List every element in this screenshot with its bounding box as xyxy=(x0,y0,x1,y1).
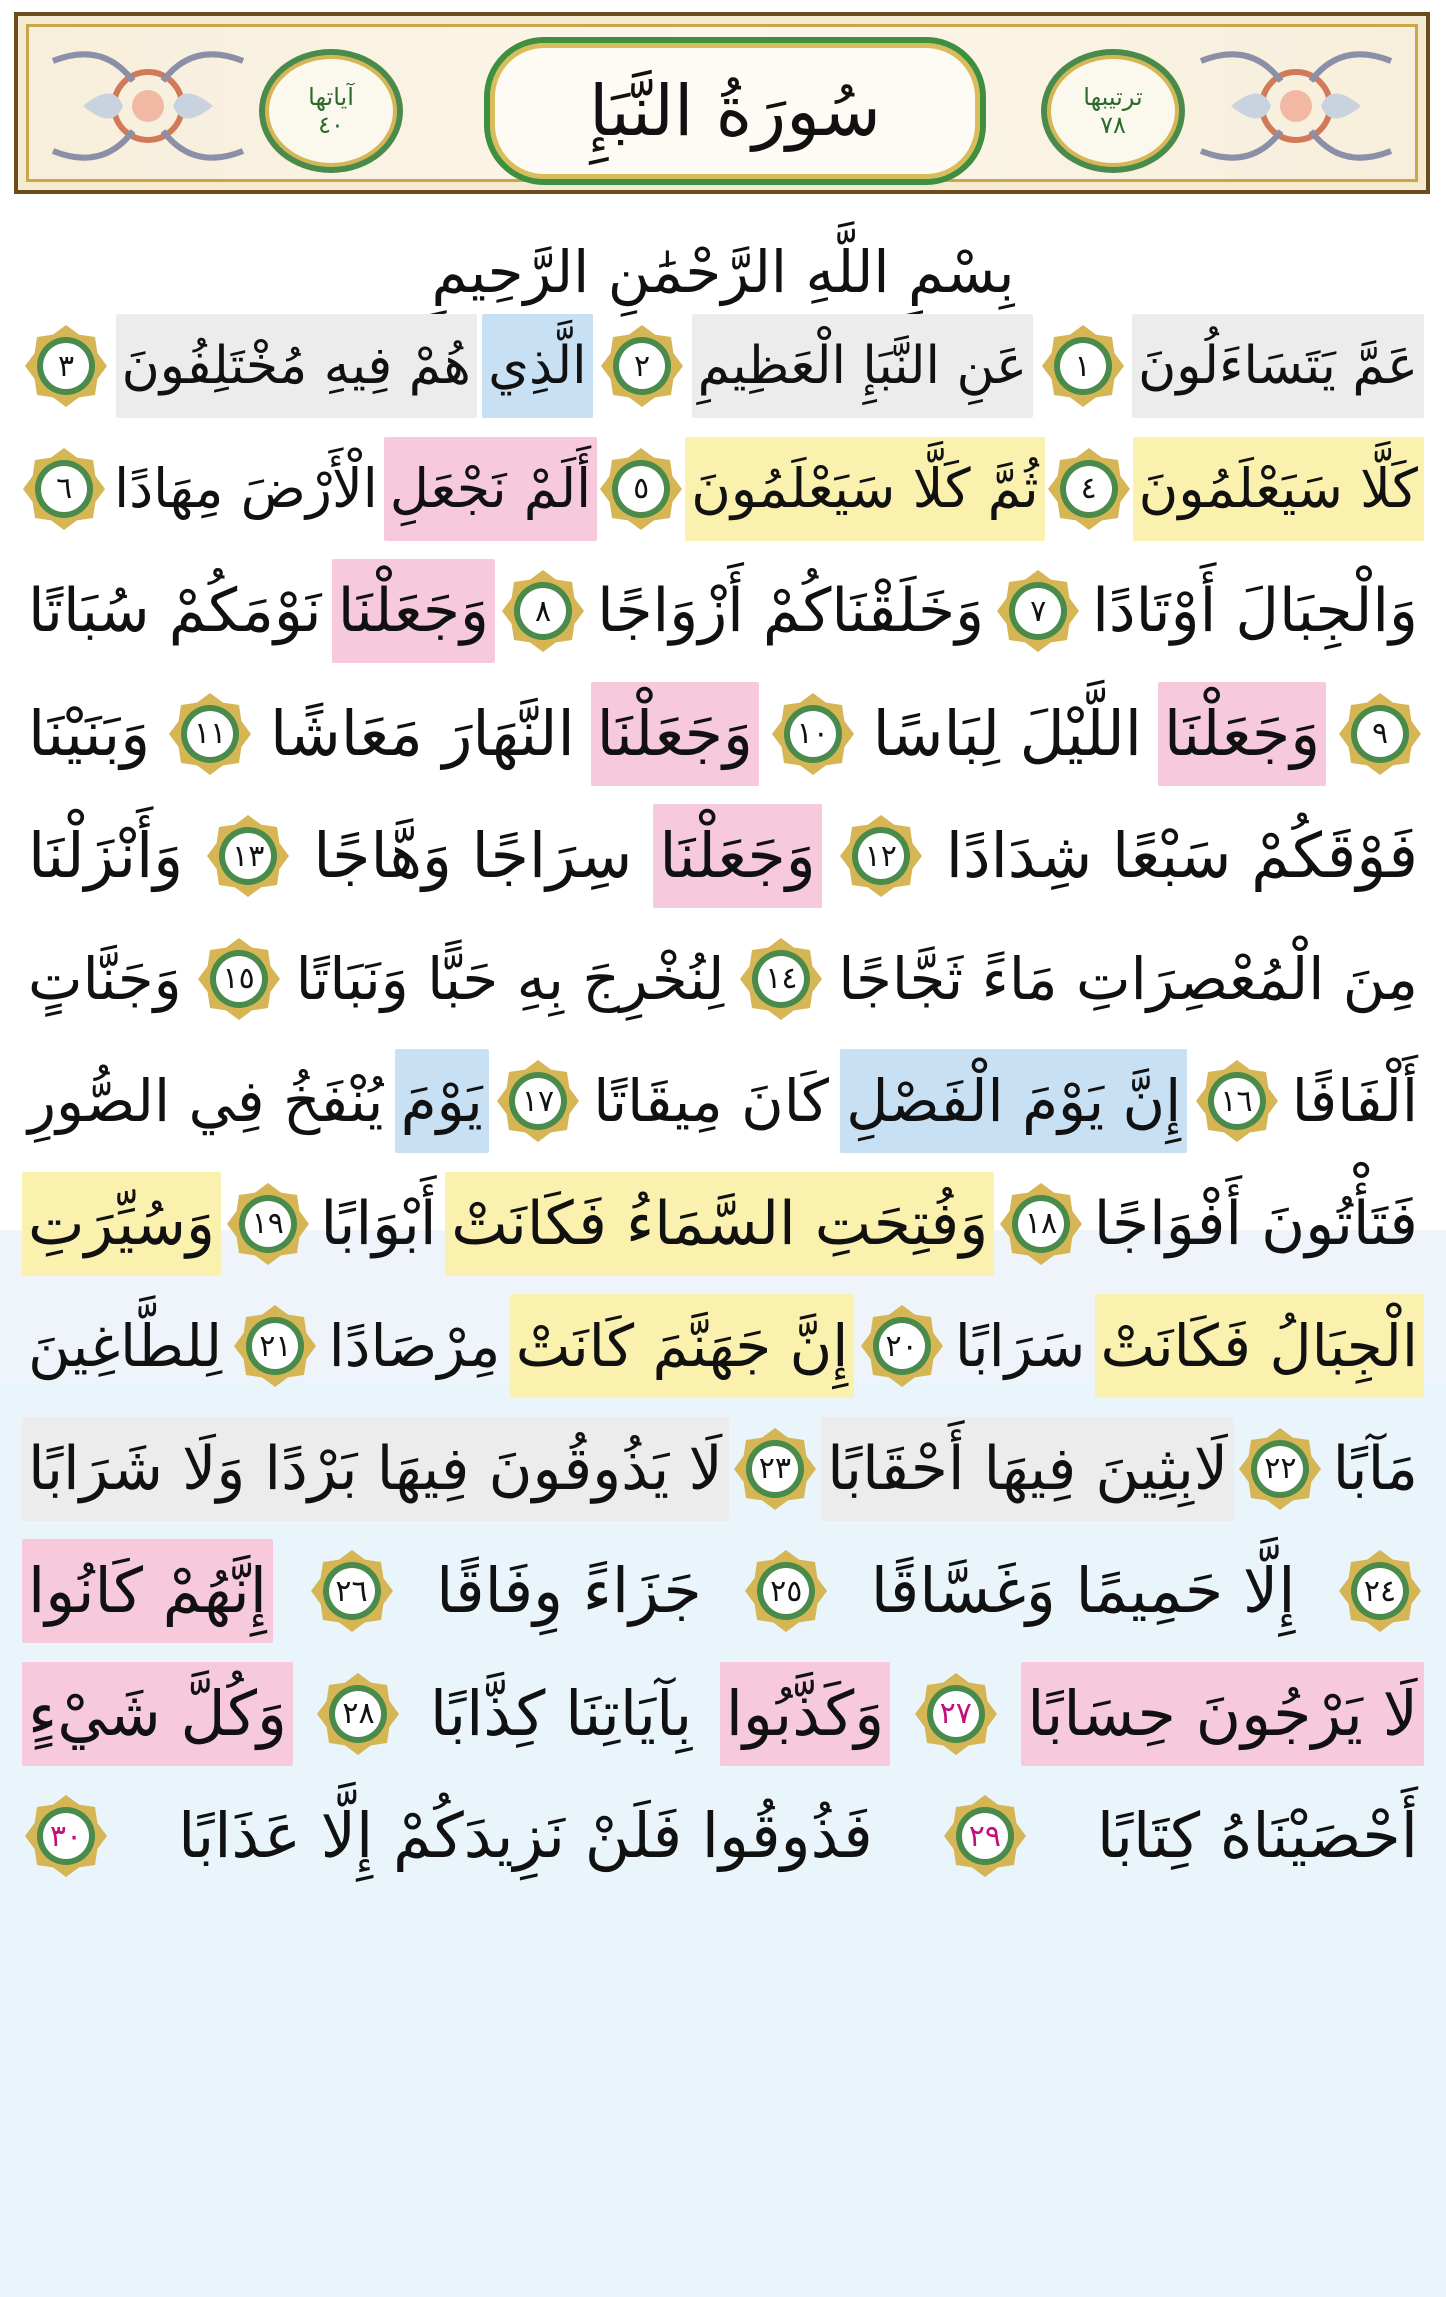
ayah-number: ١٠ xyxy=(796,716,829,751)
ayah-number: ٣ xyxy=(58,348,75,384)
highlighted-verse-text: عَنِ النَّبَإِ الْعَظِيمِ xyxy=(692,314,1034,418)
ayah-number-marker xyxy=(733,1427,817,1511)
ayah-number-marker xyxy=(226,1182,310,1266)
verse-text: لِلطَّاغِينَ xyxy=(28,1312,223,1380)
ayat-count-medallion xyxy=(259,49,403,173)
order-value: ٧٨ xyxy=(1100,111,1126,139)
verse-text: وَجَنَّاتٍ xyxy=(28,944,182,1013)
ayah-number-marker xyxy=(501,569,585,653)
ayah-number: ٢٢ xyxy=(1264,1451,1297,1486)
verse-text: بِآيَاتِنَا كِذَّابًا xyxy=(429,1676,693,1750)
verse-text: مَآبًا xyxy=(1332,1433,1418,1504)
highlighted-verse-text: الْجِبَالُ فَكَانَتْ xyxy=(1095,1294,1425,1398)
ayah-number-marker xyxy=(1047,447,1131,531)
ayah-number-marker xyxy=(1338,1549,1422,1633)
ayah-number-marker xyxy=(600,324,684,408)
verse-line xyxy=(22,1286,1424,1406)
verse-text: لِنُخْرِجَ بِهِ حَبًّا وَنَبَاتًا xyxy=(295,944,725,1013)
ayah-number-marker xyxy=(496,1059,580,1143)
verse-line xyxy=(22,551,1424,671)
ayah-number: ٤ xyxy=(1080,471,1097,506)
ayah-number: ٢ xyxy=(634,348,651,384)
floral-ornament-icon xyxy=(43,41,253,171)
ayah-number-marker xyxy=(233,1304,317,1388)
ayah-number: ٩ xyxy=(1371,716,1389,751)
ayah-number-marker xyxy=(943,1794,1027,1878)
verse-line xyxy=(22,306,1424,426)
verse-line xyxy=(22,1531,1424,1651)
ayah-number-marker xyxy=(771,692,855,776)
ayah-number: ١٦ xyxy=(1220,1083,1253,1119)
verse-text: يُنْفَخُ فِي الصُّورِ xyxy=(28,1067,384,1135)
ayah-number-marker xyxy=(914,1672,998,1756)
verse-text: إِلَّا حَمِيمًا وَغَسَّاقًا xyxy=(870,1554,1296,1627)
verse-text: وَخَلَقْنَاكُمْ أَزْوَاجًا xyxy=(597,576,985,646)
highlighted-verse-text: الَّذِي xyxy=(482,314,592,418)
verse-text: نَوْمَكُمْ سُبَاتًا xyxy=(28,576,322,646)
banner-inner-frame xyxy=(26,24,1418,182)
ayah-number: ٢٥ xyxy=(770,1573,803,1609)
verse-line xyxy=(22,1409,1424,1529)
ayah-number: ٢٩ xyxy=(968,1818,1001,1854)
ayah-number: ٢٤ xyxy=(1363,1573,1397,1609)
highlighted-verse-text: إِنَّ جَهَنَّمَ كَانَتْ xyxy=(510,1294,855,1398)
verse-text: سِرَاجًا وَهَّاجًا xyxy=(313,819,633,892)
verse-text: أَحْصَيْنَاهُ كِتَابًا xyxy=(1096,1799,1418,1872)
ayah-number: ٦ xyxy=(56,471,73,506)
verse-text: اللَّيْلَ لِبَاسًا xyxy=(872,696,1142,770)
highlighted-verse-text: وَجَعَلْنَا xyxy=(653,804,821,908)
verse-line xyxy=(22,1041,1424,1161)
verse-line xyxy=(22,1654,1424,1774)
verse-line xyxy=(22,1164,1424,1284)
ayah-number: ١٩ xyxy=(251,1206,284,1241)
ayah-number: ٧ xyxy=(1030,593,1047,629)
ayah-number-marker xyxy=(860,1304,944,1388)
highlighted-verse-text: إِنَّهُمْ كَانُوا xyxy=(22,1539,273,1643)
order-label: ترتيبها xyxy=(1083,83,1143,111)
ayah-number: ٢٨ xyxy=(342,1696,375,1731)
verse-text: مِرْصَادًا xyxy=(328,1312,501,1380)
ayah-number-marker xyxy=(1041,324,1125,408)
highlighted-verse-text: ثُمَّ كَلَّا سَيَعْلَمُونَ xyxy=(685,437,1044,541)
highlighted-verse-text: وَجَعَلْنَا xyxy=(1158,682,1326,786)
ayah-number-marker xyxy=(310,1549,394,1633)
highlighted-verse-text: وَجَعَلْنَا xyxy=(332,559,495,663)
ayah-number: ٢٧ xyxy=(939,1696,972,1731)
verse-line xyxy=(22,796,1424,916)
highlighted-verse-text: عَمَّ يَتَسَاءَلُونَ xyxy=(1132,314,1424,418)
highlighted-verse-text: وَجَعَلْنَا xyxy=(591,682,759,786)
ayah-number: ٢٦ xyxy=(335,1573,368,1609)
ayah-number: ١٤ xyxy=(765,961,798,996)
highlighted-verse-text: لَا يَرْجُونَ حِسَابًا xyxy=(1021,1662,1424,1766)
ayah-number: ١٧ xyxy=(521,1083,555,1119)
floral-ornament-icon xyxy=(1191,41,1401,171)
ayah-number-marker xyxy=(24,1794,108,1878)
ayah-number: ٥ xyxy=(633,471,650,506)
ayah-number-marker xyxy=(316,1672,400,1756)
ayah-number-marker xyxy=(839,814,923,898)
highlighted-verse-text: وَكُلَّ شَيْءٍ xyxy=(22,1662,293,1766)
highlighted-verse-text: وَكَذَّبُوا xyxy=(720,1662,891,1766)
verse-text: النَّهَارَ مَعَاشًا xyxy=(269,696,575,770)
verse-text: وَأَنْزَلْنَا xyxy=(28,819,184,892)
verse-text: وَبَنَيْنَا xyxy=(28,696,151,770)
ayah-number-marker xyxy=(739,937,823,1021)
verse-text: فَوْقَكُمْ سَبْعًا شِدَادًا xyxy=(945,819,1418,892)
highlighted-verse-text: وَسُيِّرَتِ xyxy=(22,1172,221,1276)
surah-title: سُورَةُ النَّبَإِ xyxy=(589,70,881,152)
highlighted-verse-text: هُمْ فِيهِ مُخْتَلِفُونَ xyxy=(116,314,477,418)
highlighted-verse-text: وَفُتِحَتِ السَّمَاءُ فَكَانَتْ xyxy=(445,1172,994,1276)
verse-text: سَرَابًا xyxy=(954,1312,1086,1380)
ayah-number: ٢٠ xyxy=(885,1328,918,1364)
ayah-number-marker xyxy=(599,447,683,531)
verse-text: فَذُوقُوا فَلَنْ نَزِيدَكُمْ إِلَّا عَذَابًا xyxy=(178,1799,873,1872)
ayah-number-marker xyxy=(24,324,108,408)
ayah-number-marker xyxy=(197,937,281,1021)
ayah-number: ٣٠ xyxy=(49,1818,83,1854)
highlighted-verse-text: إِنَّ يَوْمَ الْفَصْلِ xyxy=(840,1049,1187,1153)
verse-text: أَبْوَابًا xyxy=(320,1188,437,1259)
verse-line xyxy=(22,429,1424,549)
verse-text: أَلْفَافًا xyxy=(1291,1067,1418,1135)
ayah-number: ١ xyxy=(1074,348,1091,384)
verse-text: مِنَ الْمُعْصِرَاتِ مَاءً ثَجَّاجًا xyxy=(838,944,1418,1013)
ayah-number: ٢٣ xyxy=(758,1451,792,1486)
highlighted-verse-text: كَلَّا سَيَعْلَمُونَ xyxy=(1133,437,1424,541)
ayah-number: ١٥ xyxy=(222,961,255,996)
ayah-number-marker xyxy=(206,814,290,898)
verse-text: فَتَأْتُونَ أَفْوَاجًا xyxy=(1093,1188,1418,1259)
ayah-number: ١١ xyxy=(193,716,227,751)
verse-text: جَزَاءً وِفَاقًا xyxy=(436,1554,702,1627)
ayah-number-marker xyxy=(1338,692,1422,776)
surah-title-frame xyxy=(484,37,986,185)
highlighted-verse-text: أَلَمْ نَجْعَلِ xyxy=(384,437,597,541)
surah-header-banner xyxy=(14,12,1430,194)
verse-text: وَالْجِبَالَ أَوْتَادًا xyxy=(1092,576,1418,646)
ayah-number: ١٣ xyxy=(232,838,265,874)
ayah-number: ٨ xyxy=(535,593,552,629)
ayah-number-marker xyxy=(744,1549,828,1633)
ayah-number: ٢١ xyxy=(259,1328,292,1364)
ayah-number: ١٨ xyxy=(1024,1206,1058,1241)
ayat-label: آياتها xyxy=(308,83,354,111)
ayah-number-marker xyxy=(22,447,106,531)
ayah-number: ١٢ xyxy=(864,838,897,874)
highlighted-verse-text: يَوْمَ xyxy=(395,1049,489,1153)
ayat-value: ٤٠ xyxy=(318,111,344,139)
verse-line xyxy=(22,674,1424,794)
ayah-number-marker xyxy=(999,1182,1083,1266)
ayah-number-marker xyxy=(1195,1059,1279,1143)
ayah-number-marker xyxy=(996,569,1080,653)
surah-order-medallion xyxy=(1041,49,1185,173)
verse-text: كَانَ مِيقَاتًا xyxy=(593,1067,829,1135)
verse-line xyxy=(22,1776,1424,1896)
verse-line xyxy=(22,919,1424,1039)
highlighted-verse-text: لَابِثِينَ فِيهَا أَحْقَابًا xyxy=(821,1417,1234,1521)
verse-text: الْأَرْضَ مِهَادًا xyxy=(114,456,378,520)
ayah-number-marker xyxy=(1238,1427,1322,1511)
ayah-number-marker xyxy=(168,692,252,776)
basmala: بِسْمِ اللَّهِ الرَّحْمَٰنِ الرَّحِيمِ xyxy=(431,238,1015,306)
highlighted-verse-text: لَا يَذُوقُونَ فِيهَا بَرْدًا وَلَا شَرَابًا xyxy=(22,1417,729,1521)
